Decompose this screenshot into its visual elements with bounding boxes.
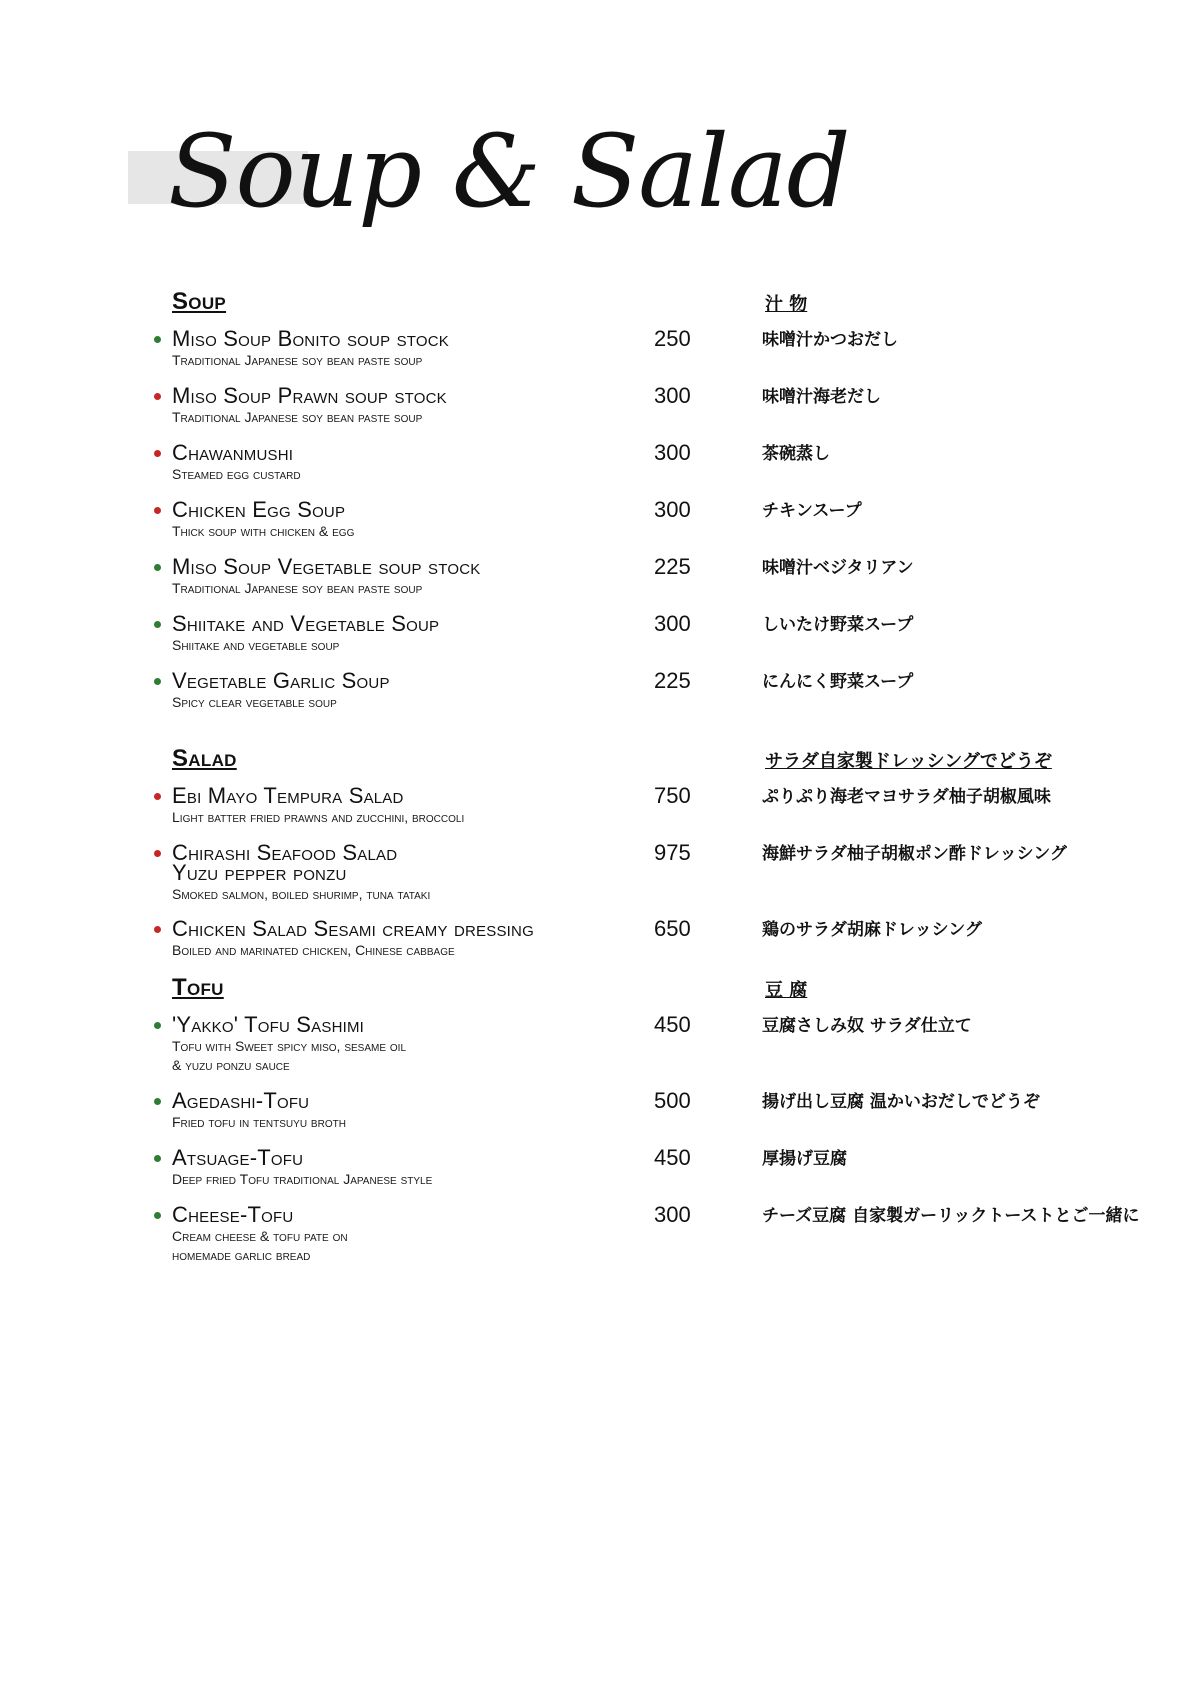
vegetarian-dot-icon	[154, 1098, 161, 1105]
item-description: Boiled and marinated chicken, Chinese cabbage	[172, 942, 455, 958]
item-price: 300	[654, 497, 691, 522]
item-name-jp: 味噌汁ベジタリアン	[762, 558, 914, 578]
vegetarian-dot-icon	[154, 1212, 161, 1219]
item-description: Light batter fried prawns and zucchini, broccoli	[172, 809, 465, 825]
item-description: Shiitake and vegetable soup	[172, 637, 340, 653]
non-vegetarian-dot-icon	[154, 926, 161, 933]
item-name: Miso Soup Prawn soup stock	[172, 383, 447, 408]
non-vegetarian-dot-icon	[154, 507, 161, 514]
item-price: 650	[654, 916, 691, 941]
vegetarian-dot-icon	[154, 1155, 161, 1162]
section-heading-tofu-jp: 豆 腐	[765, 980, 808, 1001]
section-heading-tofu: Tofu	[172, 974, 224, 1001]
item-name-jp: 豆腐さしみ奴 サラダ仕立て	[762, 1016, 972, 1036]
item-description: Smoked salmon, boiled shurimp, tuna tataki	[172, 886, 431, 902]
item-price: 300	[654, 383, 691, 408]
item-name-jp: 味噌汁かつおだし	[762, 330, 898, 350]
item-name: Chicken Egg Soup	[172, 497, 346, 522]
item-description: Tofu with Sweet spicy miso, sesame oil	[172, 1038, 407, 1054]
item-name: Vegetable Garlic Soup	[172, 668, 390, 693]
item-name: Shiitake and Vegetable Soup	[172, 611, 440, 636]
vegetarian-dot-icon	[154, 1022, 161, 1029]
section-heading-salad: Salad	[172, 745, 237, 772]
item-name: Agedashi-Tofu	[172, 1088, 310, 1113]
item-description: Traditional Japanese soy bean paste soup	[172, 352, 423, 368]
item-price: 975	[654, 840, 691, 865]
item-name-jp: チーズ豆腐 自家製ガーリックトーストとご一緒に	[762, 1206, 1140, 1226]
vegetarian-dot-icon	[154, 678, 161, 685]
non-vegetarian-dot-icon	[154, 850, 161, 857]
item-description: Thick soup with chicken & egg	[172, 523, 355, 539]
non-vegetarian-dot-icon	[154, 793, 161, 800]
item-price: 450	[654, 1145, 691, 1170]
item-description-line-2: & yuzu ponzu sauce	[172, 1057, 290, 1073]
item-name-line-2: Yuzu pepper ponzu	[172, 860, 347, 885]
item-name-jp: 厚揚げ豆腐	[762, 1149, 847, 1169]
item-name: Chirashi Seafood Salad	[172, 840, 398, 865]
non-vegetarian-dot-icon	[154, 393, 161, 400]
item-price: 300	[654, 611, 691, 636]
item-description: Traditional Japanese soy bean paste soup	[172, 580, 423, 596]
vegetarian-dot-icon	[154, 564, 161, 571]
item-description: Deep fried Tofu traditional Japanese style	[172, 1171, 433, 1187]
item-description: Spicy clear vegetable soup	[172, 694, 337, 710]
item-name: Atsuage-Tofu	[172, 1145, 304, 1170]
item-name: Miso Soup Vegetable soup stock	[172, 554, 481, 579]
item-name: Chicken Salad Sesami creamy dressing	[172, 916, 534, 941]
item-name-jp: チキンスープ	[762, 501, 862, 521]
item-name-jp: 海鮮サラダ柚子胡椒ポン酢ドレッシング	[762, 844, 1067, 864]
item-price: 225	[654, 554, 691, 579]
item-price: 750	[654, 783, 691, 808]
item-name: Ebi Mayo Tempura Salad	[172, 783, 404, 808]
section-heading-soup: Soup	[172, 288, 227, 315]
section-heading-salad-jp: サラダ自家製ドレッシングでどうぞ	[765, 751, 1052, 772]
item-name-jp: しいたけ野菜スープ	[762, 615, 914, 635]
item-name-jp: 味噌汁海老だし	[762, 387, 881, 407]
item-price: 500	[654, 1088, 691, 1113]
item-name: Miso Soup Bonito soup stock	[172, 326, 450, 351]
item-name-jp: 揚げ出し豆腐 温かいおだしでどうぞ	[762, 1092, 1040, 1112]
item-description: Fried tofu in tentsuyu broth	[172, 1114, 346, 1130]
item-description: Traditional Japanese soy bean paste soup	[172, 409, 423, 425]
item-description: Cream cheese & tofu pate on	[172, 1228, 348, 1244]
item-description-line-2: homemade garlic bread	[172, 1247, 311, 1263]
item-name: Chawanmushi	[172, 440, 294, 465]
item-price: 450	[654, 1012, 691, 1037]
item-description: Steamed egg custard	[172, 466, 301, 482]
item-price: 300	[654, 440, 691, 465]
item-name-jp: ぷりぷり海老マヨサラダ柚子胡椒風味	[762, 787, 1051, 807]
item-name: 'Yakko' Tofu Sashimi	[172, 1012, 365, 1037]
non-vegetarian-dot-icon	[154, 450, 161, 457]
item-name-jp: にんにく野菜スープ	[762, 672, 914, 692]
item-price: 250	[654, 326, 691, 351]
item-price: 300	[654, 1202, 691, 1227]
item-name-jp: 鶏のサラダ胡麻ドレッシング	[762, 920, 982, 940]
vegetarian-dot-icon	[154, 336, 161, 343]
item-name-jp: 茶碗蒸し	[762, 444, 830, 464]
vegetarian-dot-icon	[154, 621, 161, 628]
item-name: Cheese-Tofu	[172, 1202, 294, 1227]
item-price: 225	[654, 668, 691, 693]
page-title: Soup & Salad	[168, 113, 850, 230]
section-heading-soup-jp: 汁 物	[765, 294, 808, 315]
